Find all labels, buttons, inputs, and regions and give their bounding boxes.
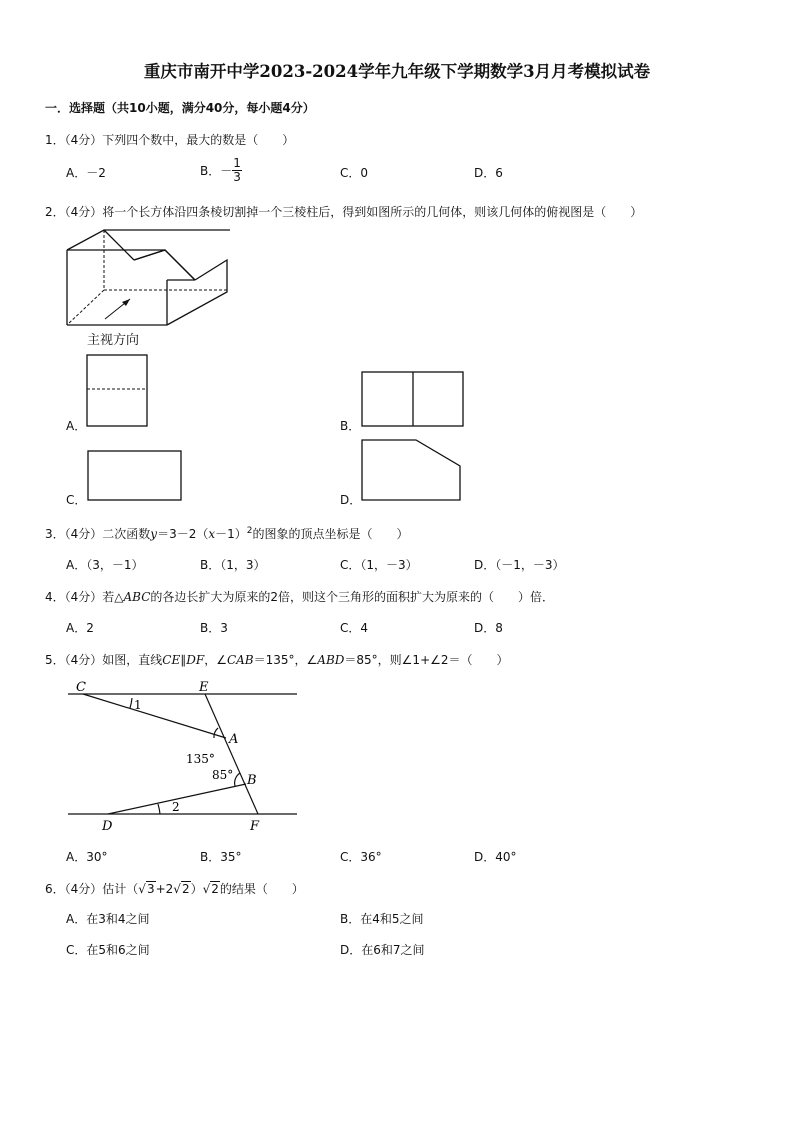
label-e: E [199, 680, 209, 695]
q6-option-c: C．在5和6之间 [66, 943, 150, 957]
q3-option-d: D．（－1，－3） [474, 558, 565, 572]
q6-option-a: A．在3和4之间 [66, 912, 150, 926]
label-b: B [247, 773, 257, 788]
q3-option-b: B．（1，3） [200, 558, 266, 572]
label-c: C [76, 680, 86, 695]
q2-view-direction-label: 主视方向 [87, 333, 140, 348]
q2-option-a-figure [86, 354, 150, 428]
q2-option-c-figure [87, 450, 183, 502]
q6-option-b: B．在4和5之间 [340, 912, 424, 926]
q4-option-d: D．8 [474, 621, 503, 635]
q1-option-b: B．－ $\frac{1}{3}$ [200, 156, 241, 184]
question-3-stem: 3．（4分）二次函数$y=3-2(x-1)^2$的图象的顶点坐标是（ ） [45, 526, 409, 541]
page-title: 重庆市南开中学2023-2024学年九年级下学期数学3月月考模拟试卷 [143, 62, 651, 81]
angle-2-label: 2 [172, 800, 180, 814]
q4-option-a: A．2 [66, 621, 94, 635]
label-a: A [229, 732, 239, 747]
q1-option-a: A．－2 [66, 166, 106, 180]
q5-option-a: A．30° [66, 850, 108, 864]
q5-option-c: C．36° [340, 850, 382, 864]
q5-option-b: B．35° [200, 850, 242, 864]
q3-option-c: C．（1，－3） [340, 558, 418, 572]
q5-option-d: D．40° [474, 850, 517, 864]
q4-option-c: C．4 [340, 621, 369, 635]
q2-option-b-label: B． [340, 419, 361, 433]
q2-option-b-figure [361, 371, 465, 428]
q2-option-c-label: C． [66, 493, 87, 507]
q5-geometry-figure [60, 676, 305, 836]
question-1-stem: 1．（4分）下列四个数中，最大的数是（ ） [45, 133, 295, 147]
question-6-stem: 6．（4分）估计（√3+2√2）√2的结果（ ） [45, 882, 304, 896]
question-2-stem: 2．（4分）将一个长方体沿四条棱切割掉一个三棱柱后，得到如图所示的几何体，则该几何体的俯视图是（ ） [45, 205, 643, 219]
angle-1-label: 1 [134, 698, 142, 712]
question-4-stem: 4．（4分）若△ABC的各边长扩大为原来的2倍，则这个三角形的面积扩大为原来的（ ）倍． [45, 590, 555, 604]
q3-option-a: A．（3，－1） [66, 558, 144, 572]
q4-option-b: B．3 [200, 621, 228, 635]
q2-option-d-label: D． [340, 493, 362, 507]
label-f: F [250, 819, 260, 834]
section-heading: 一．选择题（共10小题，满分40分，每小题4分） [45, 101, 315, 115]
angle-135-label: 135° [186, 752, 215, 766]
question-5-stem: 5．（4分）如图，直线CE∥DF，∠CAB＝135°，∠ABD＝85°，则∠1+∠2＝（ ） [45, 653, 509, 667]
q2-option-d-figure [361, 439, 463, 502]
q2-solid-figure [60, 222, 230, 352]
segment-ca [83, 694, 226, 738]
q6-option-d: D．在6和7之间 [340, 943, 425, 957]
angle-85-label: 85° [212, 768, 234, 782]
label-d: D [102, 819, 113, 834]
q1-option-c: C．0 [340, 166, 369, 180]
q1-option-d: D．6 [474, 166, 503, 180]
q2-option-a-label: A． [66, 419, 87, 433]
